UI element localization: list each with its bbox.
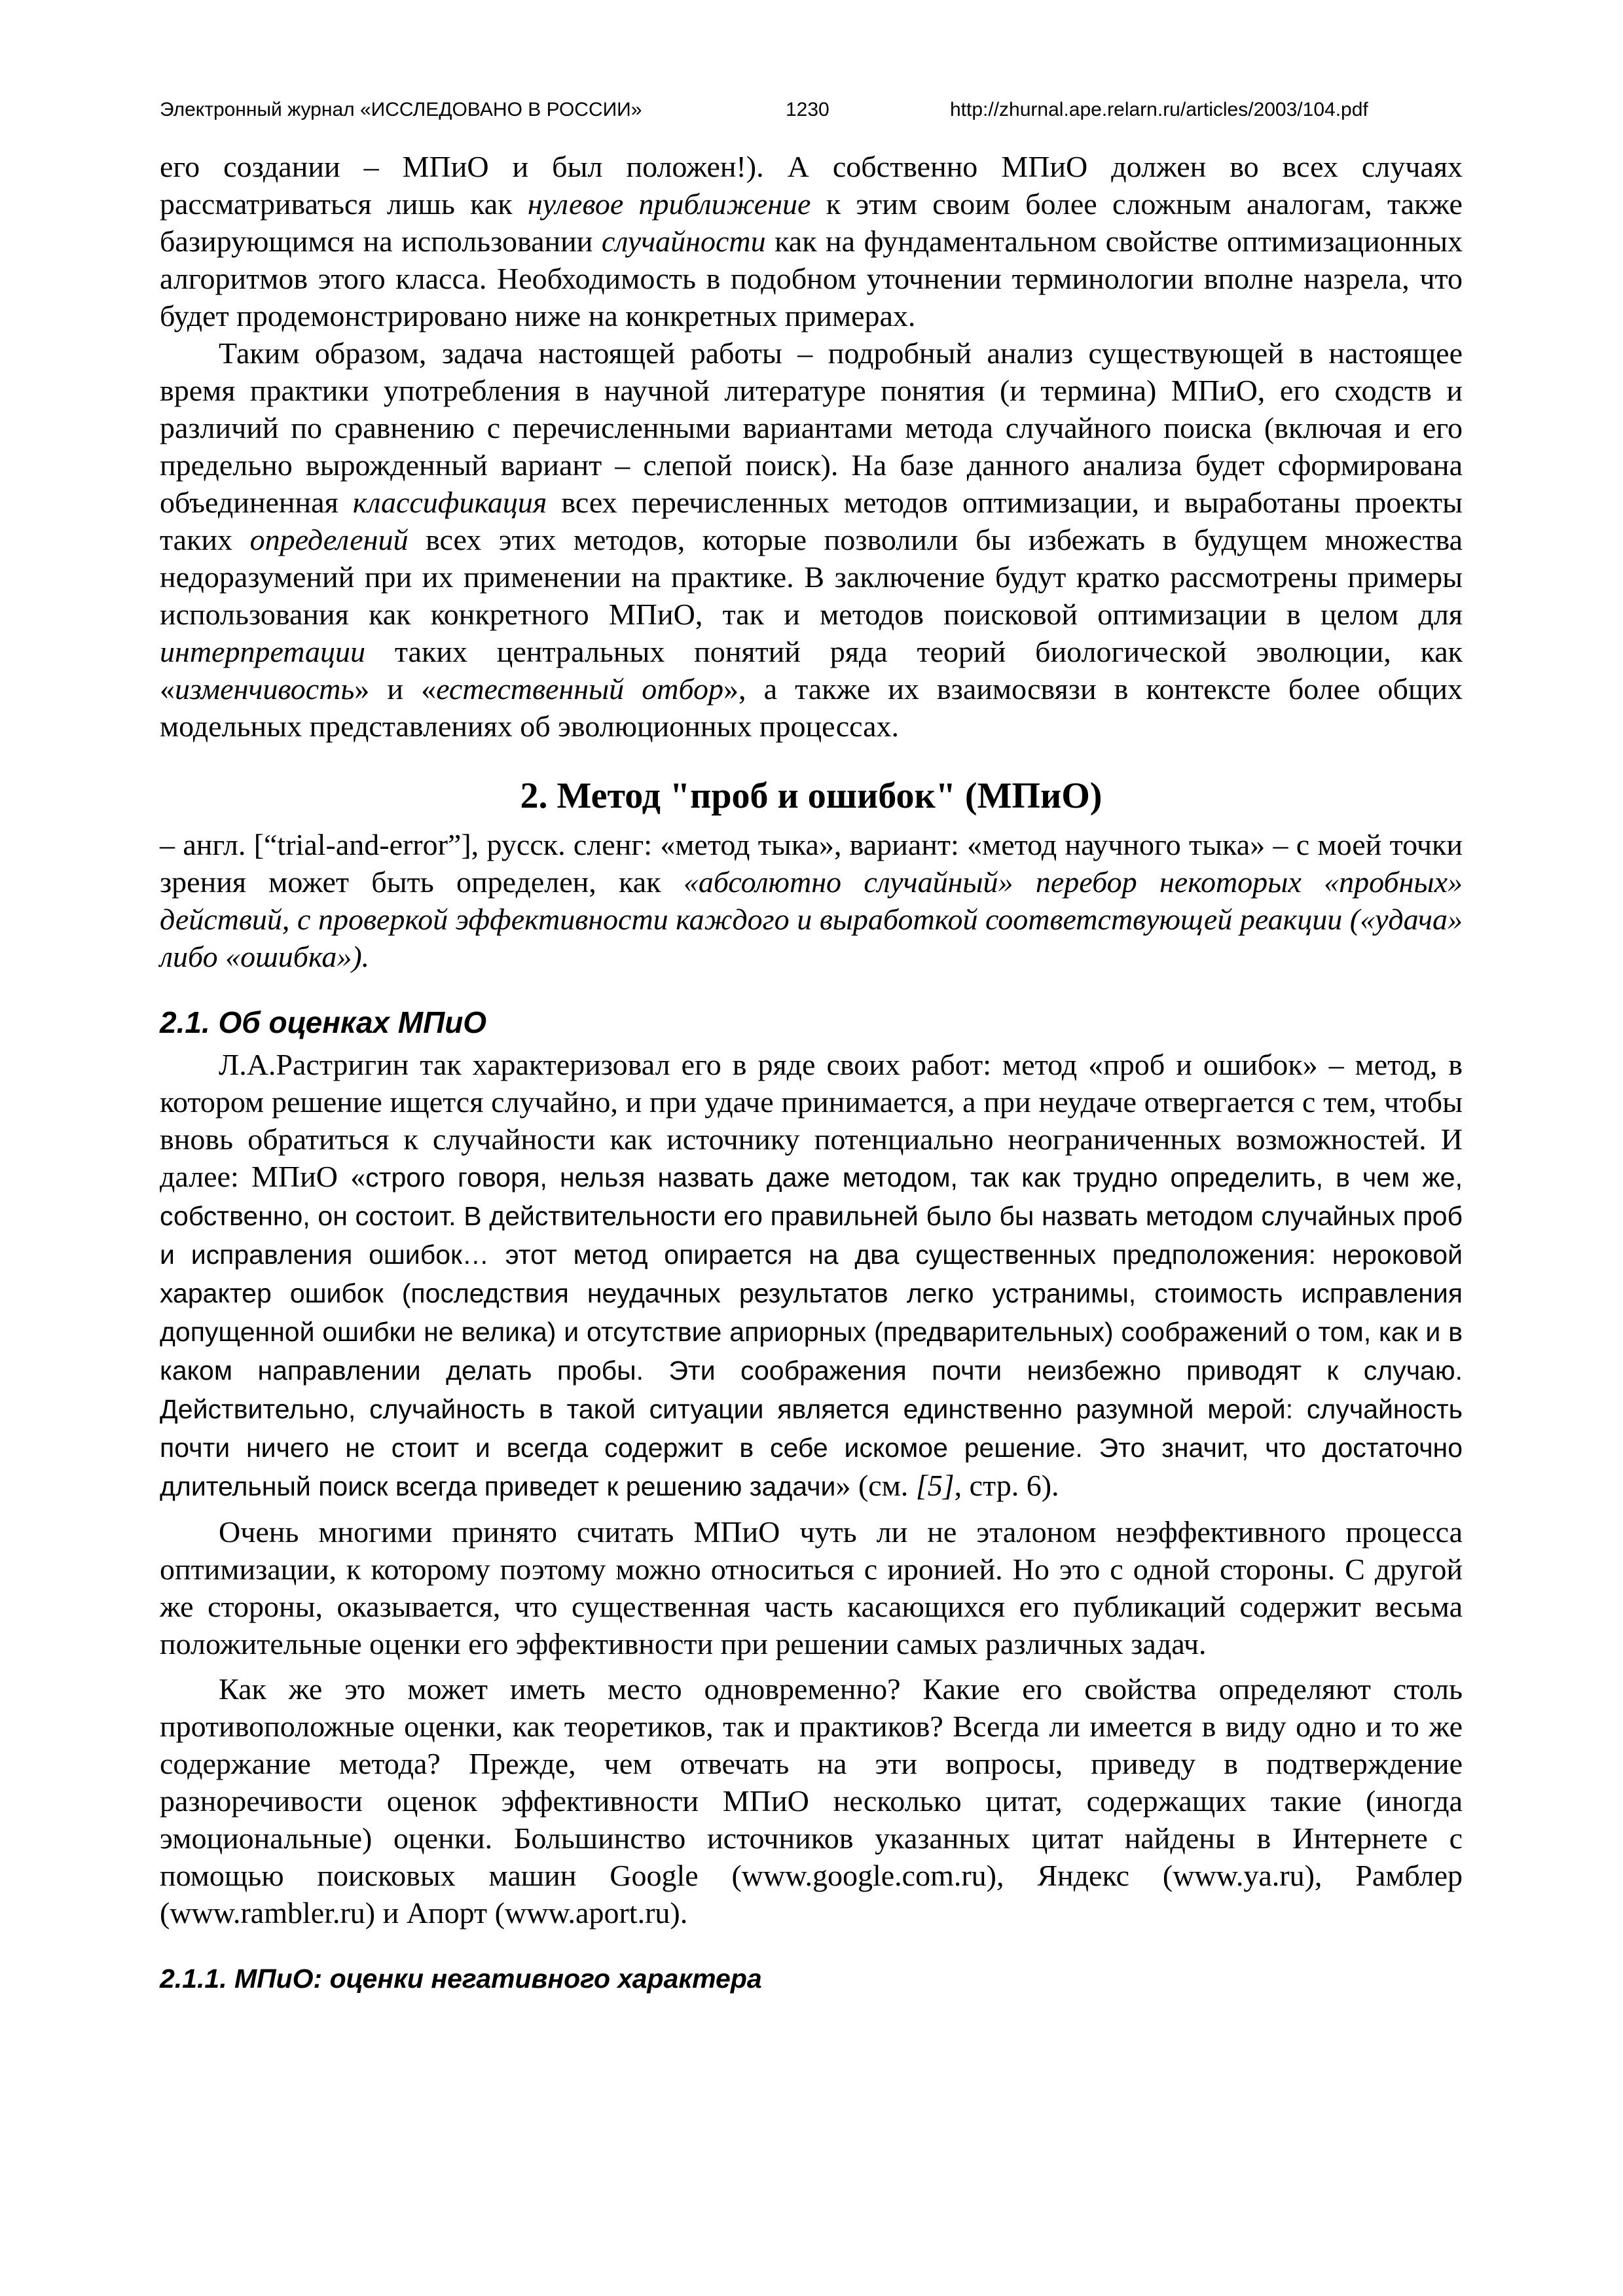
header-journal-title: Электронный журнал «ИССЛЕДОВАНО В РОССИИ» [160, 99, 642, 120]
running-header [160, 97, 1463, 123]
header-url: http://zhurnal.ape.relarn.ru/articles/2003/104.pdf [950, 99, 1368, 120]
paragraph-definition: – англ. [“trial-and-error”], русск. сленг: «метод тыка», вариант: «метод научного тыка» – с моей точки зрения может быть определен, как «абсолютно случайный» перебор некоторых «пробных» действий, с проверкой эффективности каждого и выработкой соответствующей реакции («удача» либо «ошибка»). [160, 828, 1463, 973]
section-heading-2-1: 2.1. Об оценках МПиО [160, 1005, 487, 1039]
section-heading-2: 2. Метод "проб и ошибок" (МПиО) [520, 776, 1103, 816]
article-body [160, 148, 1463, 1998]
paragraph-intro-continuation: его создании – МПиО и был положен!). А собственно МПиО должен во всех случаях рассматриваться лишь как нулевое приближение к этим своим более сложным аналогам, также базирующимся на использовании случайности как на фундаментальном свойстве оптимизационных алгоритмов этого класса. Необходимость в подобном уточнении терминологии вполне назрела, что будет продемонстрировано ниже на конкретных примерах. [160, 150, 1463, 332]
paragraph-evaluation: Очень многими принято считать МПиО чуть ли не эталоном неэффективного процесса оптимизации, к которому поэтому можно относиться с иронией. Но это с одной стороны. С другой же стороны, оказывается, что существенная часть касающихся его публикаций содержит весьма положительные оценки его эффективности при решении самых различных задач. [160, 1515, 1463, 1660]
header-page-number: 1230 [786, 99, 830, 120]
paragraph-rastrigin-quote: Л.А.Растригин так характеризовал его в ряде своих работ: метод «проб и ошибок» – метод, в котором решение ищется случайно, и при удаче принимается, а при неудаче отвергается с тем, чтобы вновь обратиться к случайности как источнику потенциально неограниченных возможностей. И далее: МПиО «строго говоря, нельзя назвать даже методом, так как трудно определить, в чем же, собственно, он состоит. В действительности его правильней было бы назвать методом случайных проб и исправления ошибок… этот метод опирается на два существенных предположения: нероковой характер ошибок (последствия неудачных результатов легко устранимы, стоимость исправления допущенной ошибки не велика) и отсутствие априорных (предварительных) соображений о том, как и в каком направлении делать пробы. Эти соображения почти неизбежно приводят к случаю. Действительно, случайность в такой ситуации является единственно разумной мерой: случайность почти ничего не стоит и всегда содержит в себе искомое решение. Это значит, что достаточно длительный поиск всегда приведет к решению задачи» (см. [5], стр. 6). [160, 1048, 1463, 1502]
paragraph-task-statement: Таким образом, задача настоящей работы – подробный анализ существующей в настоящее время практики употребления в научной литературе понятия (и термина) МПиО, его сходств и различий по сравнению с перечисленными вариантами метода случайного поиска (включая и его предельно вырожденный вариант – слепой поиск). На базе данного анализа будет сформирована объединенная классификация всех перечисленных методов оптимизации, и выработаны проекты таких определений всех этих методов, которые позволили бы избежать в будущем множества недоразумений при их применении на практике. В заключение будут кратко рассмотрены примеры использования как конкретного МПиО, так и методов поисковой оптимизации в целом для интерпретации таких центральных понятий ряда теорий биологической эволюции, как «изменчивость» и «естественный отбор», а также их взаимосвязи в контексте более общих модельных представлениях об эволюционных процессах. [160, 336, 1463, 743]
section-heading-2-1-1: 2.1.1. МПиО: оценки негативного характера [160, 1964, 762, 1994]
paragraph-questions: Как же это может иметь место одновременно? Какие его свойства определяют столь противоположные оценки, как теоретиков, так и практиков? Всегда ли имеется в виду одно и то же содержание метода? Прежде, чем отвечать на эти вопросы, приведу в подтверждение разноречивости оценок эффективности МПиО несколько цитат, содержащих такие (иногда эмоциональные) оценки. Большинство источников указанных цитат найдены в Интернете с помощью поисковых машин Google (www.google.com.ru), Яндекс (www.ya.ru), Рамблер (www.rambler.ru) и Апорт (www.aport.ru). [160, 1672, 1463, 1929]
